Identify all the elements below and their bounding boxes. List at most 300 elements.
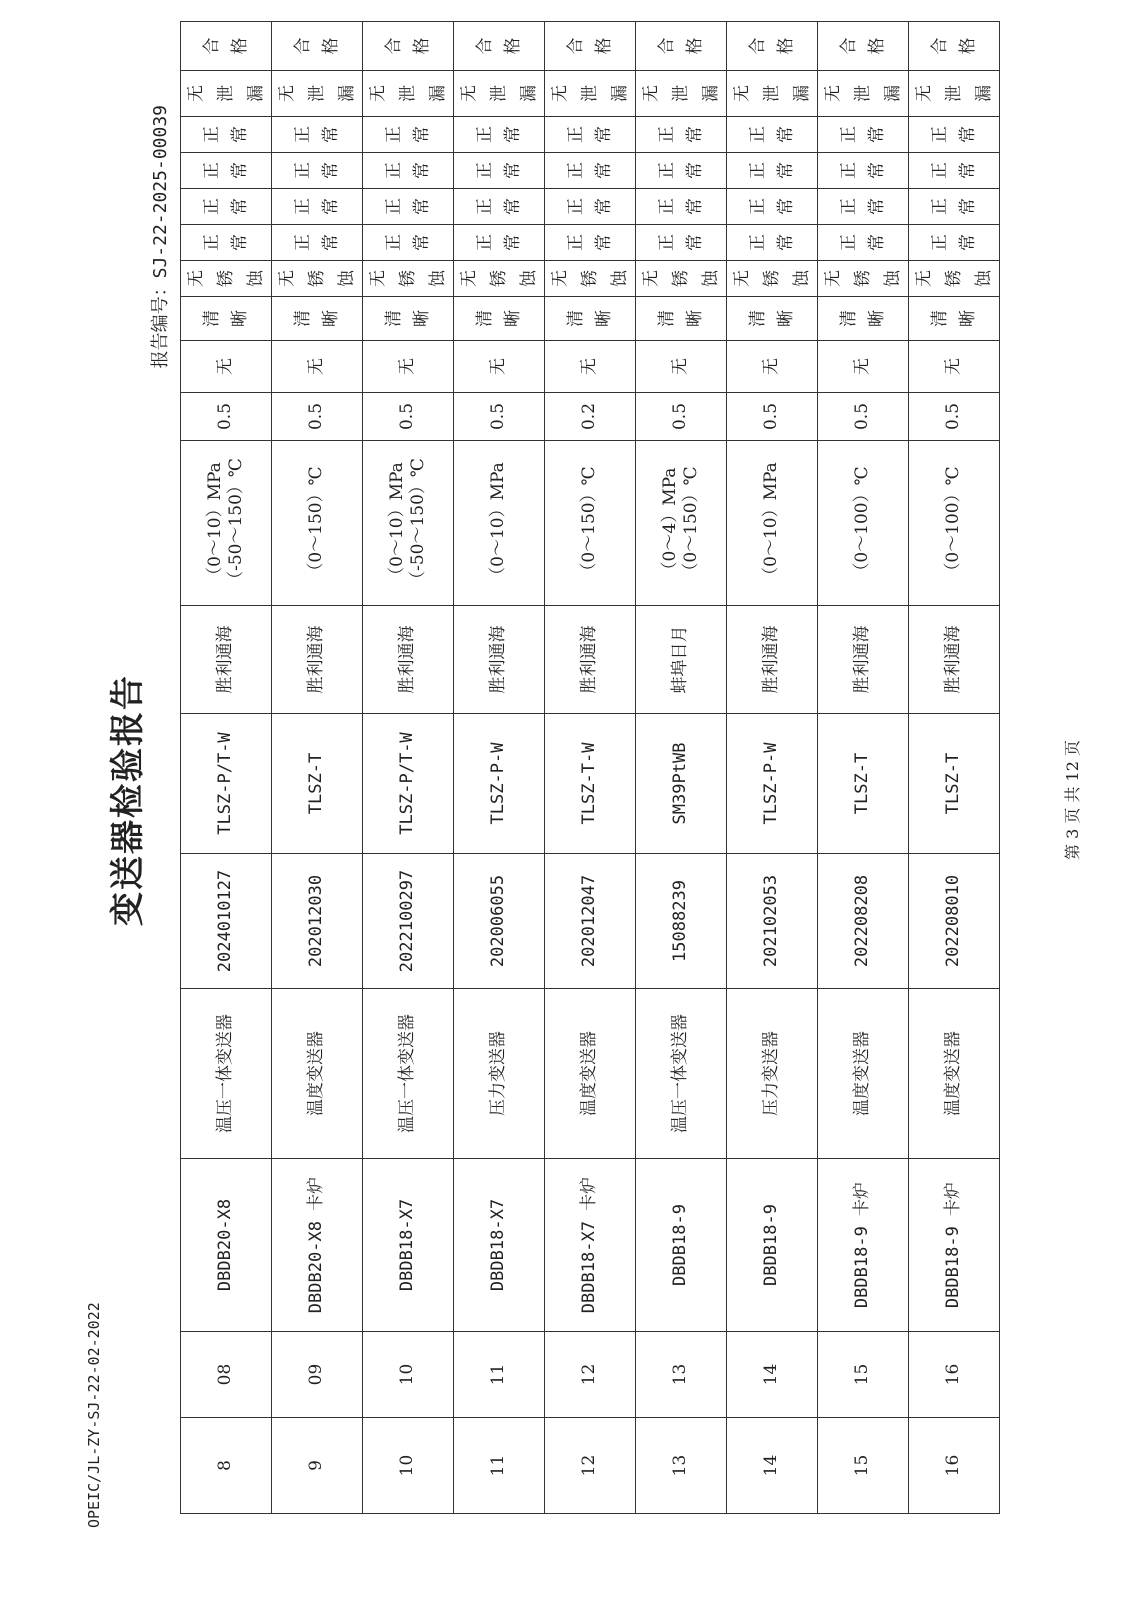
mark-part: 清: [839, 310, 859, 327]
cell-c4: [454, 117, 545, 153]
rust-part: 锈: [944, 270, 964, 287]
rust-part: 无: [277, 270, 297, 287]
cell-c4: [909, 117, 1000, 153]
cell-code: 14: [727, 1332, 818, 1418]
rust-part: 无: [914, 270, 934, 287]
cell-mark: [272, 297, 363, 341]
cell-damage: 无: [636, 341, 727, 393]
mark-part: 清: [748, 310, 768, 327]
cell-c1: [272, 225, 363, 261]
cell-accuracy: 0.5: [909, 393, 1000, 441]
range-part: （0～150）℃: [306, 466, 327, 580]
cell-name: 温压一体变送器: [363, 989, 454, 1159]
report-number: 报告编号：SJ-22-2025-00039: [150, 105, 171, 369]
leak-part: 漏: [610, 85, 630, 102]
cell-mark: [181, 297, 272, 341]
cell-seq: 13: [636, 1418, 727, 1514]
cell-rust: [727, 261, 818, 297]
cell-c1: [363, 225, 454, 261]
cell-code: 12: [545, 1332, 636, 1418]
cell-c1: [454, 225, 545, 261]
cell-location: DBDB20-X8: [181, 1159, 272, 1332]
range-part: （-50～150）℃: [226, 458, 246, 588]
c4-part: 常: [594, 126, 614, 143]
cell-model: TLSZ-P/T-W: [363, 714, 454, 854]
cell-result: [909, 22, 1000, 71]
result-part: 合: [293, 37, 313, 55]
rust-part: 无: [641, 270, 661, 287]
cell-location: DBDB18-9: [636, 1159, 727, 1332]
rust-part: 锈: [307, 270, 327, 287]
leak-part: 无: [186, 85, 206, 102]
result-part: 合: [475, 37, 495, 55]
c4-part: 正: [202, 126, 222, 143]
mark-part: 晰: [503, 310, 523, 327]
cell-leak: [727, 71, 818, 117]
cell-damage: 无: [181, 341, 272, 393]
cell-rust: [363, 261, 454, 297]
rust-part: 无: [459, 270, 479, 287]
c3-part: 正: [202, 162, 222, 179]
cell-leak: [272, 71, 363, 117]
cell-mark: [545, 297, 636, 341]
c2-part: 常: [958, 198, 978, 215]
cell-leak: [545, 71, 636, 117]
range-part: （0～100）℃: [943, 466, 964, 580]
c4-part: 正: [293, 126, 313, 143]
c2-part: 正: [566, 198, 586, 215]
mark-part: 清: [566, 310, 586, 327]
cell-c3: [454, 153, 545, 189]
rust-part: 蚀: [792, 270, 812, 287]
rust-part: 锈: [853, 270, 873, 287]
cell-range: [454, 441, 545, 606]
cell-rust: [272, 261, 363, 297]
cell-name: 压力变送器: [454, 989, 545, 1159]
mark-part: 晰: [685, 310, 705, 327]
result-part: 格: [776, 37, 796, 55]
inspection-table: [180, 21, 1000, 1514]
c4-part: 常: [685, 126, 705, 143]
leak-part: 漏: [337, 85, 357, 102]
cell-damage: 无: [545, 341, 636, 393]
cell-serial: 2022100297: [363, 854, 454, 989]
cell-c4: [727, 117, 818, 153]
cell-code: 11: [454, 1332, 545, 1418]
result-part: 合: [657, 37, 677, 55]
cell-range: [363, 441, 454, 606]
cell-c2: [818, 189, 909, 225]
cell-serial: 202208010: [909, 854, 1000, 989]
c2-part: 正: [293, 198, 313, 215]
cell-serial: 202012047: [545, 854, 636, 989]
mark-part: 清: [202, 310, 222, 327]
cell-rust: [909, 261, 1000, 297]
rust-part: 锈: [762, 270, 782, 287]
c2-part: 常: [230, 198, 250, 215]
cell-location: DBDB18-X7: [454, 1159, 545, 1332]
c4-part: 正: [839, 126, 859, 143]
c1-part: 常: [503, 234, 523, 251]
cell-model: TLSZ-T: [272, 714, 363, 854]
cell-mark: [818, 297, 909, 341]
cell-rust: [181, 261, 272, 297]
result-part: 格: [321, 37, 341, 55]
leak-part: 泄: [762, 85, 782, 102]
c1-part: 正: [384, 234, 404, 251]
rust-part: 蚀: [246, 270, 266, 287]
cell-mark: [909, 297, 1000, 341]
c2-part: 正: [202, 198, 222, 215]
cell-range: [727, 441, 818, 606]
result-part: 格: [594, 37, 614, 55]
cell-c3: [363, 153, 454, 189]
cell-serial: 15088239: [636, 854, 727, 989]
cell-mark: [727, 297, 818, 341]
cell-name: 温压一体变送器: [181, 989, 272, 1159]
cell-result: [363, 22, 454, 71]
leak-part: 无: [823, 85, 843, 102]
leak-part: 无: [277, 85, 297, 102]
cell-range: [545, 441, 636, 606]
c3-part: 正: [748, 162, 768, 179]
cell-result: [545, 22, 636, 71]
mark-part: 清: [293, 310, 313, 327]
c2-part: 常: [776, 198, 796, 215]
leak-part: 泄: [944, 85, 964, 102]
table-row: [181, 22, 272, 1514]
cell-c2: [181, 189, 272, 225]
result-part: 格: [230, 37, 250, 55]
cell-name: 压力变送器: [727, 989, 818, 1159]
cell-accuracy: 0.5: [272, 393, 363, 441]
cell-c2: [363, 189, 454, 225]
cell-accuracy: 0.2: [545, 393, 636, 441]
cell-damage: 无: [454, 341, 545, 393]
leak-part: 泄: [398, 85, 418, 102]
mark-part: 晰: [412, 310, 432, 327]
page-title: 变送器检验报告: [108, 674, 148, 926]
cell-range: [818, 441, 909, 606]
cell-location: DBDB20-X8 卡炉: [272, 1159, 363, 1332]
cell-c3: [909, 153, 1000, 189]
c3-part: 常: [412, 162, 432, 179]
leak-part: 无: [914, 85, 934, 102]
rust-part: 锈: [489, 270, 509, 287]
cell-c1: [545, 225, 636, 261]
cell-accuracy: 0.5: [727, 393, 818, 441]
cell-code: 10: [363, 1332, 454, 1418]
cell-c4: [818, 117, 909, 153]
cell-c3: [636, 153, 727, 189]
cell-damage: 无: [818, 341, 909, 393]
cell-location: DBDB18-X7 卡炉: [545, 1159, 636, 1332]
range-part: （0～4）MPa: [659, 467, 680, 579]
cell-maker: 蚌埠日月: [636, 606, 727, 714]
result-part: 合: [748, 37, 768, 55]
c2-part: 正: [930, 198, 950, 215]
table-row: [545, 22, 636, 1514]
leak-part: 无: [641, 85, 661, 102]
rust-part: 蚀: [519, 270, 539, 287]
table-row: [636, 22, 727, 1514]
c4-part: 正: [384, 126, 404, 143]
cell-c1: [727, 225, 818, 261]
cell-model: TLSZ-P-W: [454, 714, 545, 854]
rust-part: 无: [368, 270, 388, 287]
c3-part: 正: [475, 162, 495, 179]
c3-part: 常: [503, 162, 523, 179]
cell-accuracy: 0.5: [636, 393, 727, 441]
c4-part: 常: [867, 126, 887, 143]
c3-part: 常: [685, 162, 705, 179]
cell-model: TLSZ-P-W: [727, 714, 818, 854]
cell-c2: [272, 189, 363, 225]
cell-maker: 胜利通海: [454, 606, 545, 714]
c2-part: 正: [384, 198, 404, 215]
mark-part: 晰: [958, 310, 978, 327]
c1-part: 常: [867, 234, 887, 251]
c2-part: 常: [321, 198, 341, 215]
cell-leak: [454, 71, 545, 117]
leak-part: 漏: [428, 85, 448, 102]
c2-part: 正: [475, 198, 495, 215]
cell-c1: [636, 225, 727, 261]
rust-part: 蚀: [883, 270, 903, 287]
rust-part: 蚀: [701, 270, 721, 287]
mark-part: 晰: [776, 310, 796, 327]
cell-code: 16: [909, 1332, 1000, 1418]
cell-accuracy: 0.5: [363, 393, 454, 441]
cell-maker: 胜利通海: [181, 606, 272, 714]
c1-part: 正: [566, 234, 586, 251]
result-part: 格: [958, 37, 978, 55]
cell-seq: 10: [363, 1418, 454, 1514]
cell-c3: [818, 153, 909, 189]
cell-maker: 胜利通海: [727, 606, 818, 714]
leak-part: 漏: [974, 85, 994, 102]
rust-part: 无: [823, 270, 843, 287]
cell-maker: 胜利通海: [818, 606, 909, 714]
c2-part: 正: [657, 198, 677, 215]
leak-part: 漏: [792, 85, 812, 102]
c4-part: 正: [748, 126, 768, 143]
range-part: （0～150）℃: [681, 466, 701, 580]
c1-part: 正: [839, 234, 859, 251]
cell-mark: [454, 297, 545, 341]
rust-part: 锈: [671, 270, 691, 287]
cell-c2: [545, 189, 636, 225]
c1-part: 常: [412, 234, 432, 251]
cell-model: TLSZ-T-W: [545, 714, 636, 854]
c4-part: 常: [958, 126, 978, 143]
cell-result: [181, 22, 272, 71]
c3-part: 正: [384, 162, 404, 179]
rust-part: 锈: [580, 270, 600, 287]
c3-part: 正: [566, 162, 586, 179]
cell-serial: 202006055: [454, 854, 545, 989]
cell-c4: [636, 117, 727, 153]
cell-result: [454, 22, 545, 71]
cell-range: [272, 441, 363, 606]
c4-part: 正: [930, 126, 950, 143]
table-row: [727, 22, 818, 1514]
cell-serial: 2024010127: [181, 854, 272, 989]
cell-c4: [181, 117, 272, 153]
c2-part: 常: [503, 198, 523, 215]
table-row: [454, 22, 545, 1514]
range-part: （0～10）MPa: [386, 462, 407, 584]
c3-part: 正: [930, 162, 950, 179]
cell-name: 温度变送器: [545, 989, 636, 1159]
leak-part: 无: [550, 85, 570, 102]
mark-part: 晰: [321, 310, 341, 327]
cell-maker: 胜利通海: [363, 606, 454, 714]
rust-part: 无: [186, 270, 206, 287]
cell-result: [272, 22, 363, 71]
cell-model: TLSZ-T: [909, 714, 1000, 854]
range-part: （0～10）MPa: [761, 462, 782, 584]
cell-range: [636, 441, 727, 606]
c2-part: 正: [748, 198, 768, 215]
result-part: 合: [930, 37, 950, 55]
leak-part: 泄: [580, 85, 600, 102]
mark-part: 晰: [594, 310, 614, 327]
c4-part: 正: [566, 126, 586, 143]
leak-part: 泄: [671, 85, 691, 102]
rust-part: 锈: [216, 270, 236, 287]
cell-seq: 8: [181, 1418, 272, 1514]
c1-part: 常: [685, 234, 705, 251]
leak-part: 无: [459, 85, 479, 102]
cell-model: TLSZ-P/T-W: [181, 714, 272, 854]
result-part: 格: [867, 37, 887, 55]
cell-location: DBDB18-9 卡炉: [909, 1159, 1000, 1332]
cell-leak: [363, 71, 454, 117]
cell-c3: [545, 153, 636, 189]
leak-part: 泄: [853, 85, 873, 102]
c1-part: 常: [776, 234, 796, 251]
rust-part: 锈: [398, 270, 418, 287]
rust-part: 无: [550, 270, 570, 287]
cell-c1: [818, 225, 909, 261]
cell-accuracy: 0.5: [818, 393, 909, 441]
cell-seq: 15: [818, 1418, 909, 1514]
cell-code: 09: [272, 1332, 363, 1418]
cell-c4: [545, 117, 636, 153]
mark-part: 清: [384, 310, 404, 327]
leak-part: 泄: [216, 85, 236, 102]
range-part: （0～150）℃: [579, 466, 600, 580]
c4-part: 常: [776, 126, 796, 143]
c4-part: 常: [230, 126, 250, 143]
leak-part: 漏: [519, 85, 539, 102]
cell-location: DBDB18-9 卡炉: [818, 1159, 909, 1332]
table-row: [272, 22, 363, 1514]
cell-model: TLSZ-T: [818, 714, 909, 854]
c3-part: 常: [958, 162, 978, 179]
range-part: （-50～150）℃: [408, 458, 428, 588]
cell-code: 08: [181, 1332, 272, 1418]
c4-part: 正: [657, 126, 677, 143]
c1-part: 常: [230, 234, 250, 251]
cell-rust: [818, 261, 909, 297]
c1-part: 常: [321, 234, 341, 251]
mark-part: 清: [475, 310, 495, 327]
mark-part: 晰: [867, 310, 887, 327]
cell-seq: 16: [909, 1418, 1000, 1514]
cell-c2: [454, 189, 545, 225]
c3-part: 常: [776, 162, 796, 179]
cell-leak: [909, 71, 1000, 117]
rust-part: 蚀: [337, 270, 357, 287]
cell-rust: [636, 261, 727, 297]
cell-mark: [363, 297, 454, 341]
cell-c1: [181, 225, 272, 261]
cell-c4: [272, 117, 363, 153]
cell-c1: [909, 225, 1000, 261]
c4-part: 正: [475, 126, 495, 143]
result-part: 格: [685, 37, 705, 55]
cell-leak: [636, 71, 727, 117]
table-row: [909, 22, 1000, 1514]
c2-part: 常: [685, 198, 705, 215]
leak-part: 无: [732, 85, 752, 102]
c3-part: 正: [293, 162, 313, 179]
cell-location: DBDB18-X7: [363, 1159, 454, 1332]
table-row: [363, 22, 454, 1514]
cell-result: [636, 22, 727, 71]
cell-range: [909, 441, 1000, 606]
cell-name: 温压一体变送器: [636, 989, 727, 1159]
c2-part: 正: [839, 198, 859, 215]
leak-part: 泄: [307, 85, 327, 102]
cell-damage: 无: [909, 341, 1000, 393]
result-part: 合: [566, 37, 586, 55]
cell-accuracy: 0.5: [181, 393, 272, 441]
c2-part: 常: [867, 198, 887, 215]
c1-part: 正: [748, 234, 768, 251]
c3-part: 常: [321, 162, 341, 179]
rust-part: 无: [732, 270, 752, 287]
cell-name: 温度变送器: [818, 989, 909, 1159]
cell-leak: [818, 71, 909, 117]
cell-range: [181, 441, 272, 606]
leak-part: 漏: [246, 85, 266, 102]
cell-maker: 胜利通海: [272, 606, 363, 714]
cell-seq: 11: [454, 1418, 545, 1514]
cell-damage: 无: [363, 341, 454, 393]
cell-accuracy: 0.5: [454, 393, 545, 441]
leak-part: 漏: [883, 85, 903, 102]
c1-part: 正: [202, 234, 222, 251]
range-part: （0～10）MPa: [488, 462, 509, 584]
result-part: 合: [202, 37, 222, 55]
cell-c2: [636, 189, 727, 225]
cell-serial: 202012030: [272, 854, 363, 989]
cell-leak: [181, 71, 272, 117]
c1-part: 正: [475, 234, 495, 251]
c1-part: 正: [657, 234, 677, 251]
c3-part: 正: [839, 162, 859, 179]
c2-part: 常: [594, 198, 614, 215]
cell-seq: 12: [545, 1418, 636, 1514]
leak-part: 漏: [701, 85, 721, 102]
range-part: （0～10）MPa: [204, 462, 225, 584]
cell-c4: [363, 117, 454, 153]
c3-part: 常: [230, 162, 250, 179]
cell-location: DBDB18-9: [727, 1159, 818, 1332]
